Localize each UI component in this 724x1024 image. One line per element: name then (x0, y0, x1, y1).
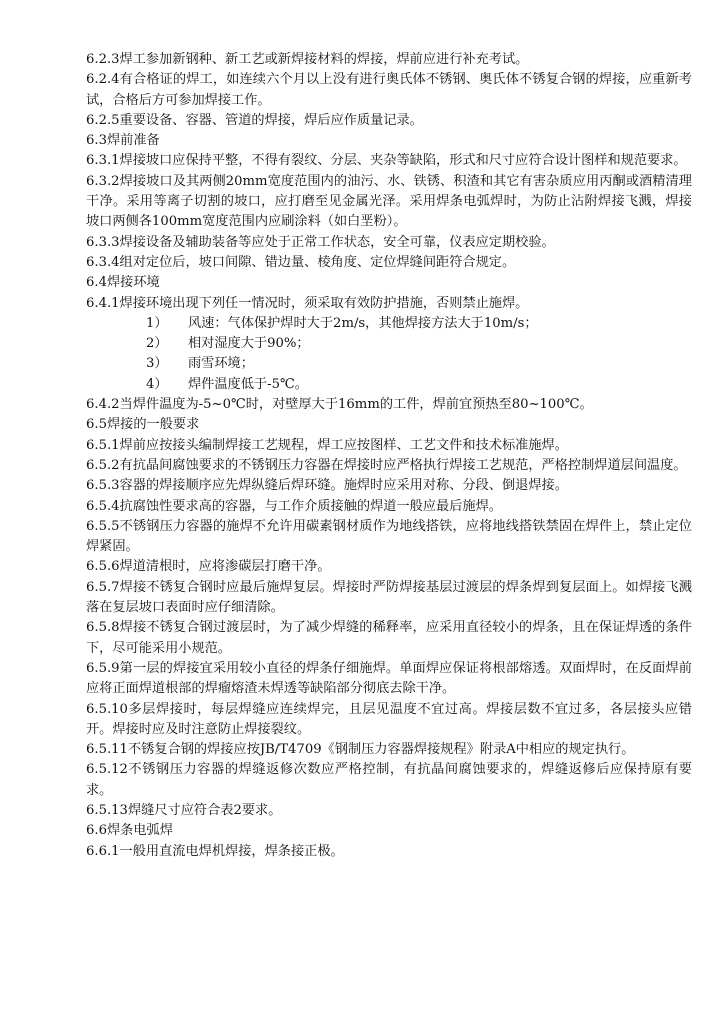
section-heading-6-4: 6.4焊接环境 (86, 275, 160, 291)
clause-6-3-2: 6.3.2焊接坡口及其两侧20mm宽度范围内的油污、水、铁锈、积渣和其它有害杂质应用丙酮或酒精清理干净。采用等离子切割的坡口，应打磨至见金属光泽。采用焊条电弧焊时，为防止沾附焊接飞溅，焊接坡口两侧各100mm宽度范围内应刷涂料（如白垩粉）。 (86, 173, 692, 230)
clause-6-5-7: 6.5.7焊接不锈复合钢时应最后施焊复层。焊接时严防焊接基层过渡层的焊条焊到复层面上。如焊接飞溅落在复层坡口表面时应仔细清除。 (86, 579, 692, 616)
clause-6-4-1: 6.4.1焊接环境出现下列任一情况时，须采取有效防护措施，否则禁止施焊。 (86, 295, 529, 311)
clause-6-6-1: 6.6.1一般用直流电焊机焊接，焊条接正极。 (86, 843, 344, 859)
clause-6-3-4: 6.3.4组对定位后，坡口间隙、错边量、棱角度、定位焊缝间距符合规定。 (86, 254, 516, 270)
clause-6-5-9: 6.5.9第一层的焊接宜采用较小直径的焊条仔细施焊。单面焊应保证将根部熔透。双面焊时，在反面焊前应将正面焊道根部的焊瘤熔渣未焊透等缺陷部分彻底去除干净。 (86, 660, 692, 697)
list-item-number: 4） (146, 376, 168, 392)
clause-6-3-3: 6.3.3焊接设备及辅助装备等应处于正常工作状态，安全可靠，仪表应定期校验。 (86, 234, 555, 250)
section-heading-6-5: 6.5焊接的一般要求 (86, 417, 200, 433)
condition-list (86, 314, 692, 395)
clause-6-5-3: 6.5.3容器的焊接顺序应先焊纵缝后焊环缝。施焊时应采用对称、分段、倒退焊接。 (86, 478, 568, 494)
clause-6-3-1: 6.3.1焊接坡口应保持平整，不得有裂纹、分层、夹杂等缺陷，形式和尺寸应符合设计图样和规范要求。 (86, 153, 687, 169)
clause-6-5-12: 6.5.12不锈钢压力容器的焊缝返修次数应严格控制，有抗晶间腐蚀要求的，焊缝返修后应保持原有要求。 (86, 762, 692, 798)
list-item-text: 风速：气体保护焊时大于2m/s，其他焊接方法大于10m/s； (188, 315, 538, 331)
clause-6-5-6: 6.5.6焊道清根时，应将渗碳层打磨干净。 (86, 559, 331, 575)
clause-6-2-5: 6.2.5重要设备、容器、管道的焊接，焊后应作质量记录。 (86, 112, 423, 128)
clause-6-5-2: 6.5.2有抗晶间腐蚀要求的不锈钢压力容器在焊接时应严格执行焊接工艺规范，严格控制焊道层间温度。 (86, 457, 687, 473)
section-heading-6-6: 6.6焊条电弧焊 (86, 823, 173, 839)
clause-6-5-4: 6.5.4抗腐蚀性要求高的容器，与工作介质接触的焊道一般应最后施焊。 (86, 498, 502, 514)
list-item-text: 雨雪环境； (188, 356, 254, 372)
clause-6-2-3: 6.2.3焊工参加新钢种、新工艺或新焊接材料的焊接，焊前应进行补充考试。 (86, 52, 529, 67)
clause-6-4-2: 6.4.2当焊件温度为-5~0℃时，对壁厚大于16mm的工件，焊前宜预热至80~100℃。 (86, 397, 593, 413)
clause-6-5-8: 6.5.8焊接不锈复合钢过渡层时，为了减少焊缝的稀释率，应采用直径较小的焊条，且在保证焊透的条件下，尽可能采用小规范。 (86, 620, 692, 656)
list-item (86, 314, 692, 334)
clause-6-2-4: 6.2.4有合格证的焊工，如连续六个月以上没有进行奥氏体不锈钢、奥氏体不锈复合钢的焊接，应重新考试，合格后方可参加焊接工作。 (86, 72, 692, 108)
clause-6-5-10: 6.5.10多层焊接时，每层焊缝应连续焊完，且层见温度不宜过高。焊接层数不宜过多，各层接头应错开。焊接时应及时注意防止焊接裂纹。 (86, 701, 692, 737)
clause-6-5-13: 6.5.13焊缝尺寸应符合表2要求。 (86, 802, 282, 818)
list-item (86, 375, 692, 395)
section-heading-6-3: 6.3焊前准备 (86, 133, 160, 149)
document-page (86, 50, 692, 862)
list-item-text: 焊件温度低于-5℃。 (188, 376, 308, 392)
list-item (86, 334, 692, 354)
clause-6-5-5: 6.5.5不锈钢压力容器的施焊不允许用碳素钢材质作为地线搭铁，应将地线搭铁禁固在焊件上，禁止定位焊紧固。 (86, 518, 692, 555)
list-item-text: 相对湿度大于90%； (188, 336, 310, 352)
list-item-number: 2） (146, 336, 168, 352)
clause-6-5-1: 6.5.1焊前应按接头编制焊接工艺规程，焊工应按图样、工艺文件和技术标准施焊。 (86, 437, 568, 453)
list-item-number: 3） (146, 356, 168, 372)
list-item-number: 1） (146, 315, 168, 331)
clause-6-5-11: 6.5.11不锈复合钢的焊接应按JB/T4709《钢制压力容器焊接规程》附录A中相应的规定执行。 (86, 742, 635, 758)
list-item (86, 354, 692, 374)
